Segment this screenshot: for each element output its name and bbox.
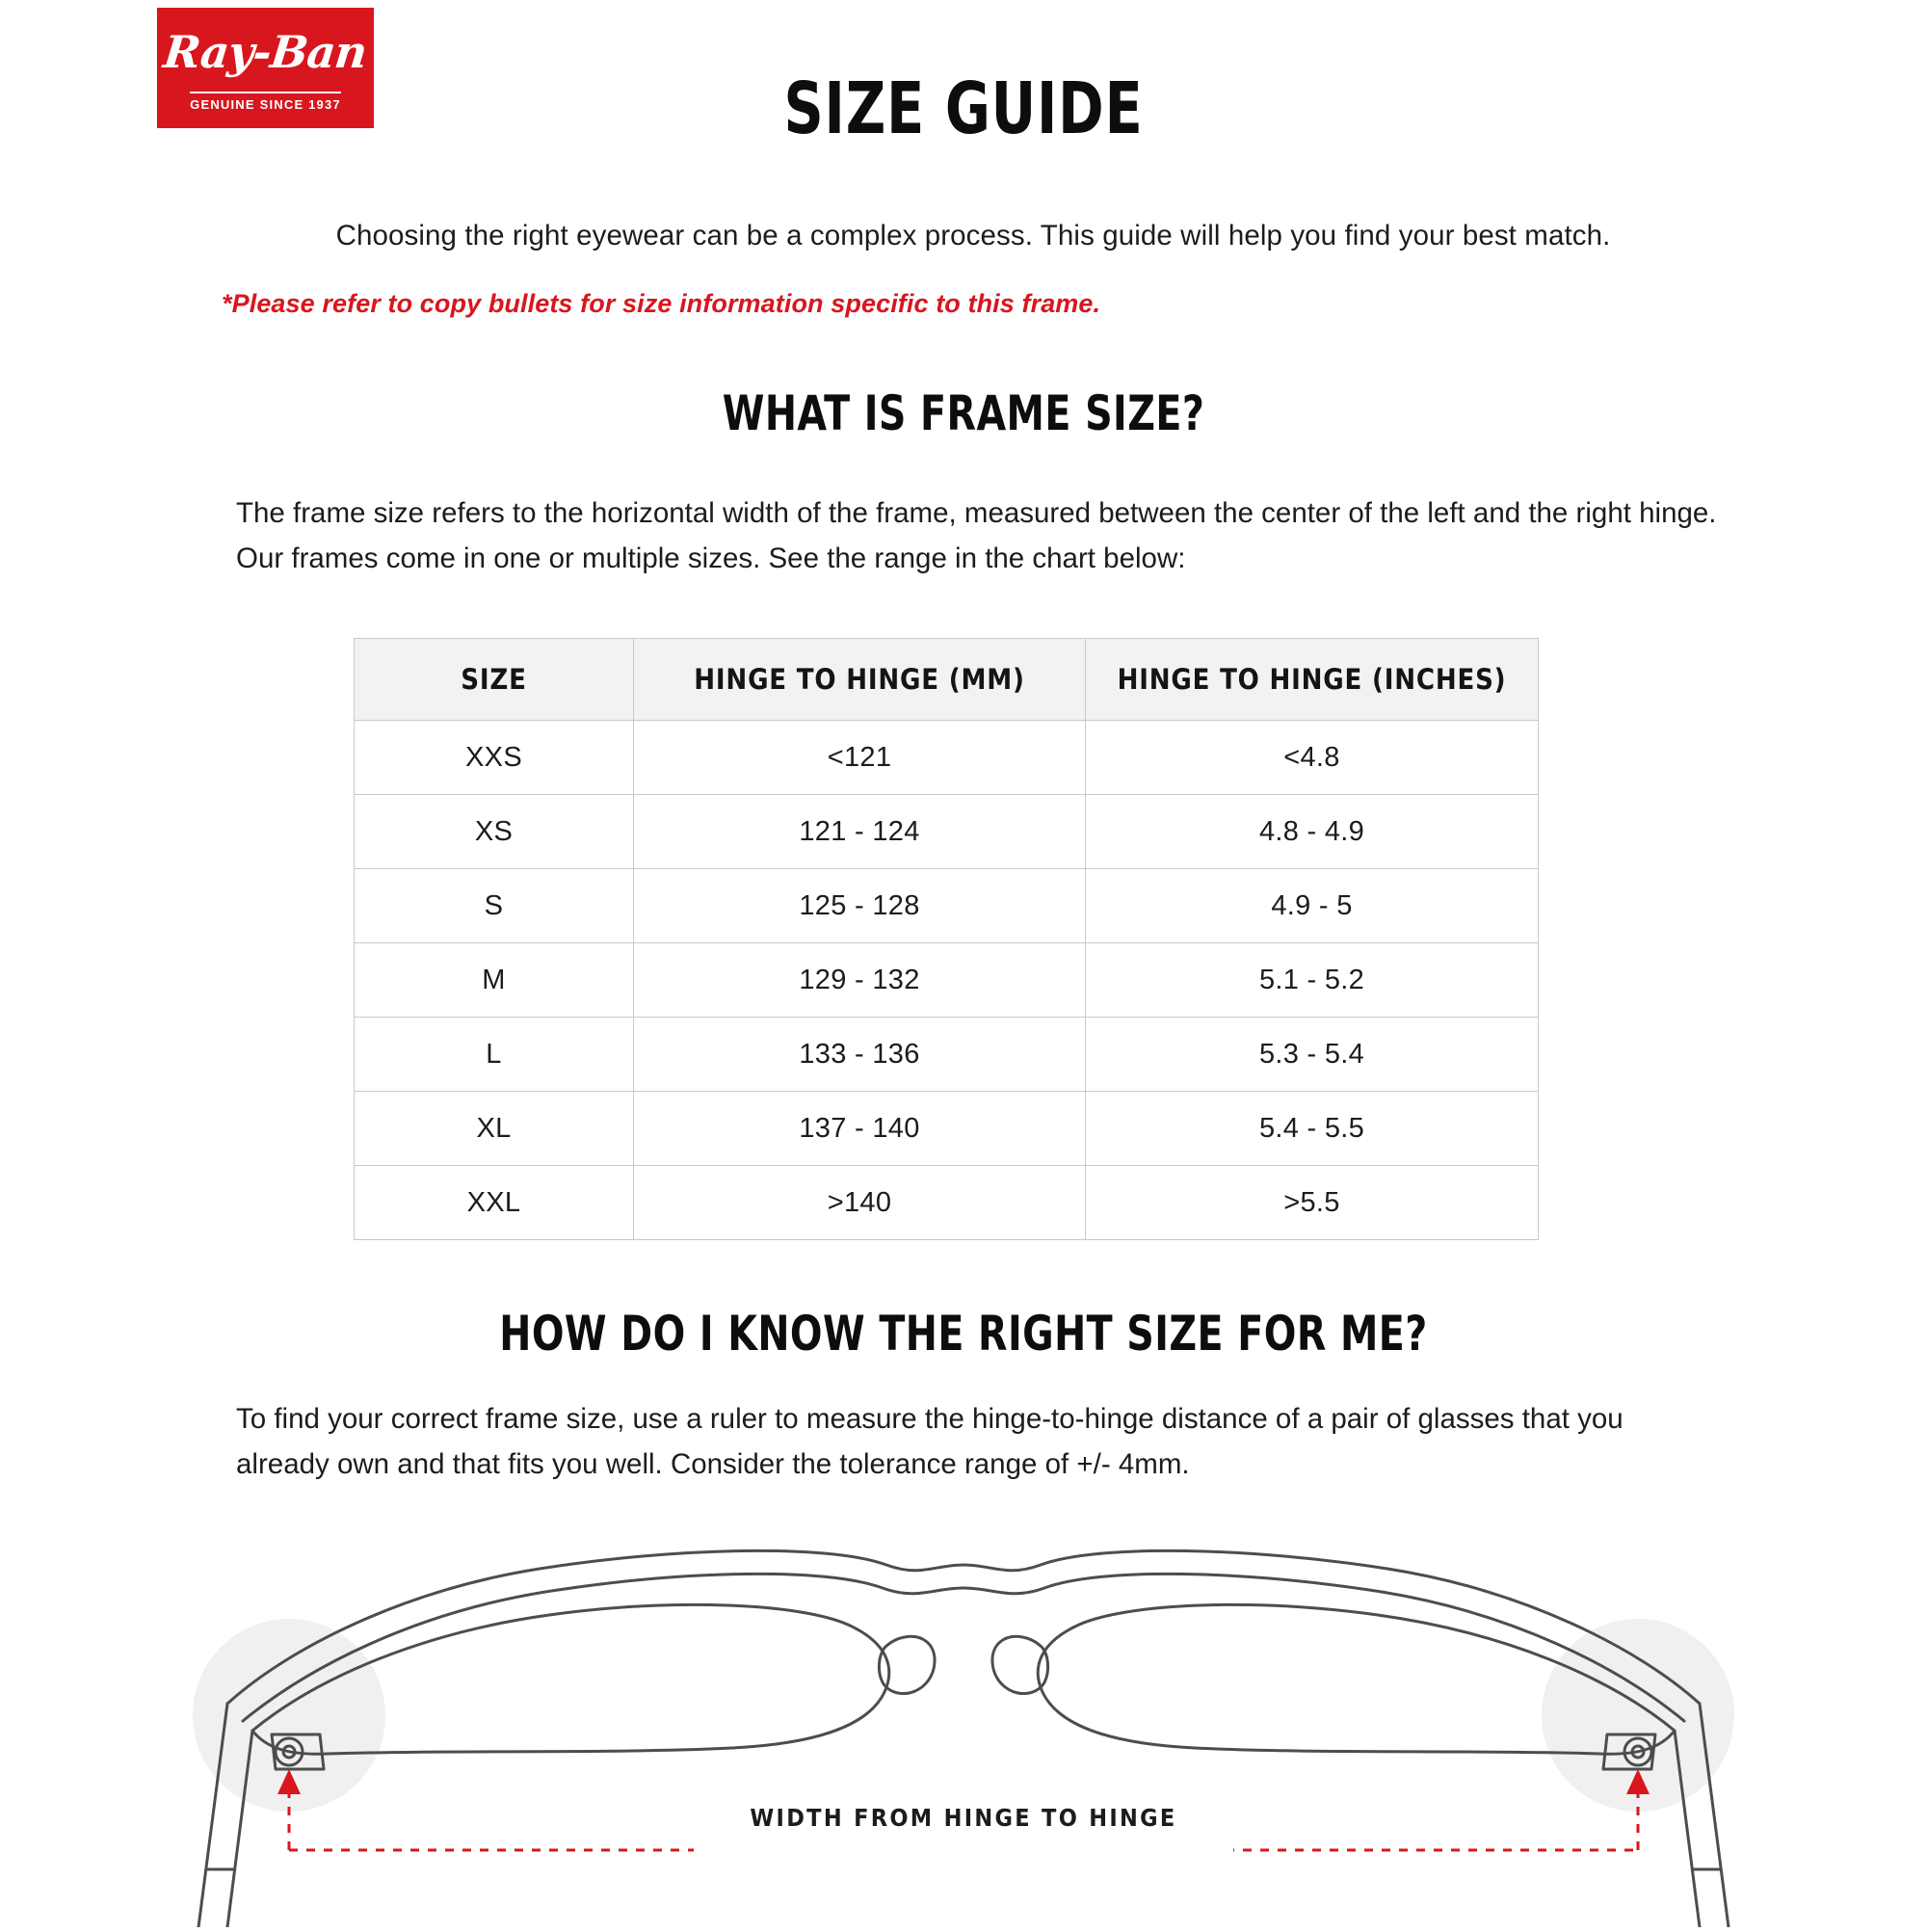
- cell-size: M: [355, 943, 634, 1018]
- table-row: [355, 869, 1539, 943]
- column-header-mm: HINGE TO HINGE (MM): [634, 639, 1086, 721]
- cell-mm: 121 - 124: [634, 795, 1086, 869]
- cell-inches: 4.9 - 5: [1086, 869, 1539, 943]
- size-table: [354, 638, 1539, 1240]
- cell-mm: 125 - 128: [634, 869, 1086, 943]
- table-row: [355, 795, 1539, 869]
- cell-size: L: [355, 1018, 634, 1092]
- glasses-diagram: [0, 1532, 1927, 1927]
- column-header-size: SIZE: [355, 639, 634, 721]
- section-body-frame-size: The frame size refers to the horizontal width of the frame, measured between the center of the left and the right hinge. Our frames come in one or multiple sizes. See the range in the chart below:: [236, 497, 1717, 574]
- intro-text: Choosing the right eyewear can be a complex process. This guide will help you find your best match.: [335, 220, 1611, 251]
- section-heading-frame-size: WHAT IS FRAME SIZE?: [722, 385, 1205, 441]
- size-chart: [354, 638, 1538, 1240]
- cell-inches: >5.5: [1086, 1166, 1539, 1240]
- cell-inches: 4.8 - 4.9: [1086, 795, 1539, 869]
- table-row: [355, 1166, 1539, 1240]
- logo-tagline: GENUINE SINCE 1937: [190, 92, 341, 112]
- cell-inches: 5.3 - 5.4: [1086, 1018, 1539, 1092]
- section-heading-right-size: HOW DO I KNOW THE RIGHT SIZE FOR ME?: [499, 1306, 1428, 1362]
- cell-size: XXS: [355, 721, 634, 795]
- cell-mm: >140: [634, 1166, 1086, 1240]
- cell-size: S: [355, 869, 634, 943]
- cell-inches: 5.1 - 5.2: [1086, 943, 1539, 1018]
- illustration-caption: WIDTH FROM HINGE TO HINGE: [750, 1804, 1177, 1832]
- cell-inches: 5.4 - 5.5: [1086, 1092, 1539, 1166]
- column-header-inches: HINGE TO HINGE (INCHES): [1086, 639, 1539, 721]
- page-title: SIZE GUIDE: [783, 67, 1144, 150]
- cell-size: XL: [355, 1092, 634, 1166]
- table-row: [355, 1092, 1539, 1166]
- cell-mm: 137 - 140: [634, 1092, 1086, 1166]
- glasses-svg: [0, 1532, 1927, 1927]
- cell-size: XXL: [355, 1166, 634, 1240]
- cell-size: XS: [355, 795, 634, 869]
- cell-mm: 129 - 132: [634, 943, 1086, 1018]
- frame-note: *Please refer to copy bullets for size information specific to this frame.: [222, 289, 1101, 318]
- cell-mm: 133 - 136: [634, 1018, 1086, 1092]
- cell-inches: <4.8: [1086, 721, 1539, 795]
- section-body-right-size: To find your correct frame size, use a ruler to measure the hinge-to-hinge distance of a pair of glasses that you already own and that fits you well. Consider the tolerance range of +/- 4mm.: [236, 1403, 1623, 1480]
- table-row: [355, 1018, 1539, 1092]
- table-header-row: [355, 639, 1539, 721]
- table-row: [355, 943, 1539, 1018]
- logo-wordmark: Ray-Ban: [161, 26, 370, 78]
- cell-mm: <121: [634, 721, 1086, 795]
- table-row: [355, 721, 1539, 795]
